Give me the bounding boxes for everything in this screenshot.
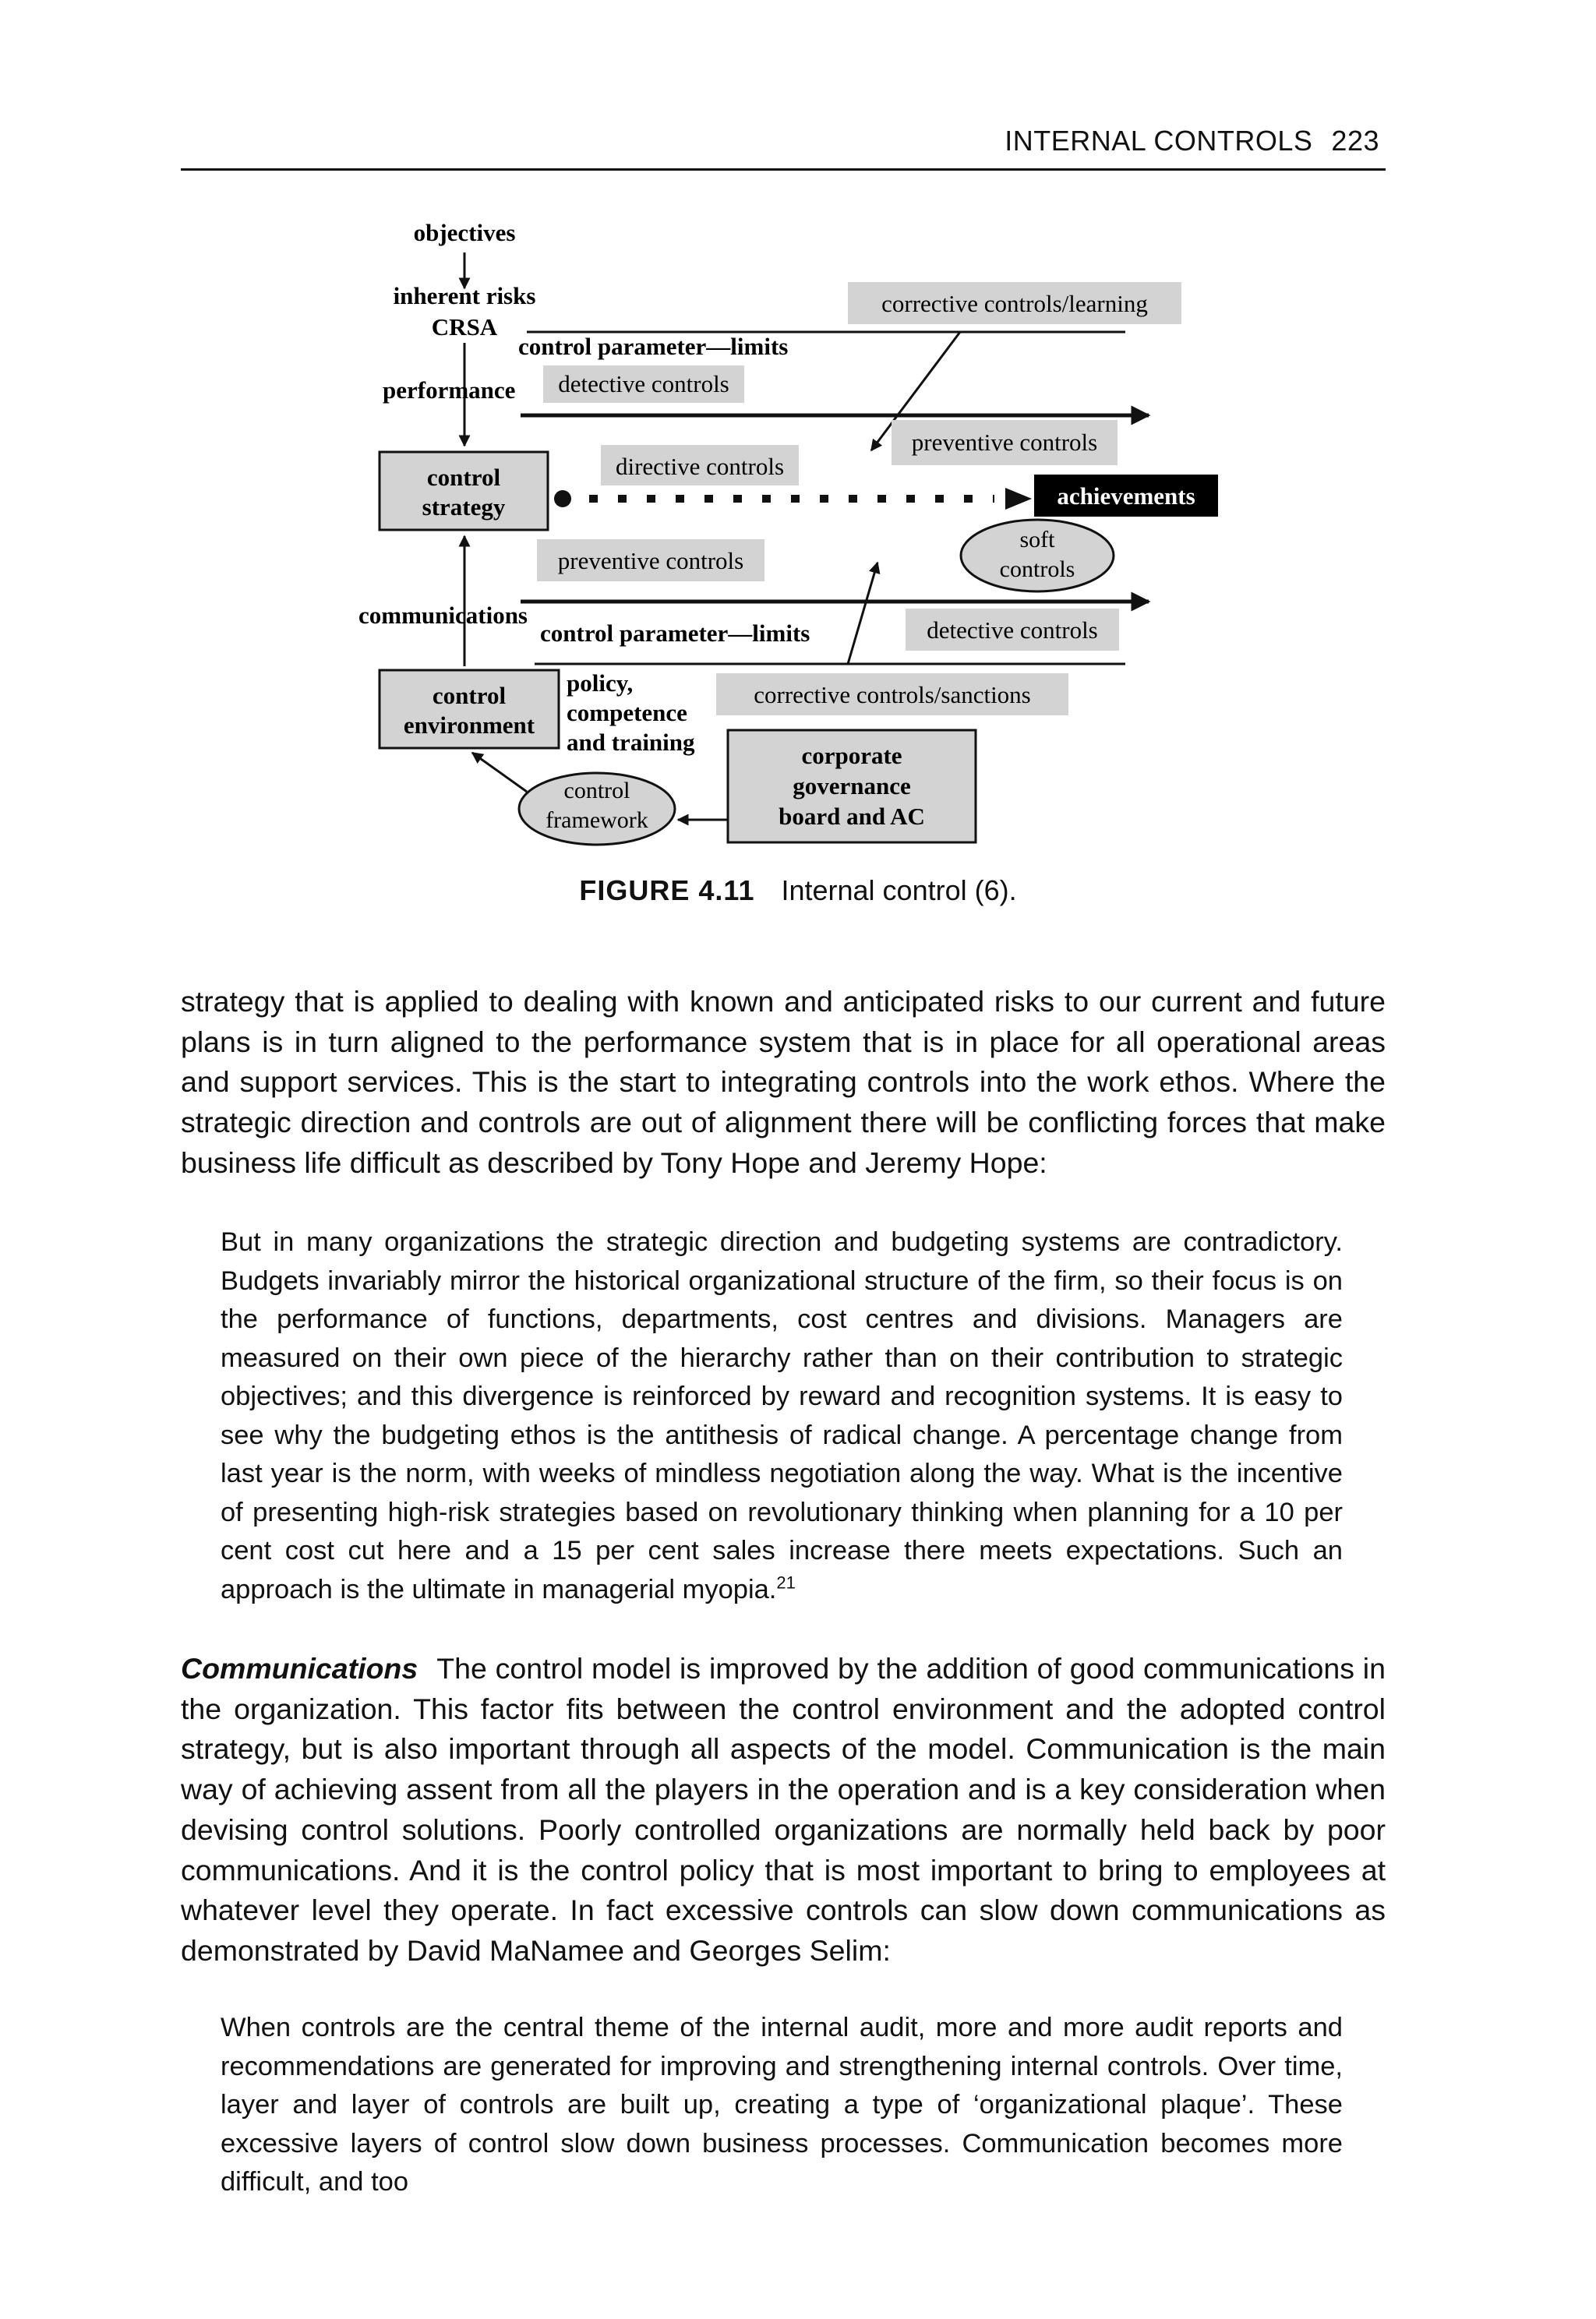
label-inherent-risks: inherent risks — [393, 282, 536, 309]
label-performance: performance — [383, 376, 516, 404]
arrow-sanctions-preventive — [848, 563, 877, 664]
figure-caption-text: Internal control (6). — [781, 874, 1017, 906]
preventive-upper-label: preventive controls — [911, 429, 1098, 456]
arrow-framework-environment — [472, 753, 527, 792]
param-upper-label: control parameter—limits — [518, 333, 789, 360]
footnote-ref-21: 21 — [776, 1572, 796, 1592]
control-framework-line2: framework — [546, 807, 648, 833]
policy-line1: policy, — [567, 669, 634, 697]
param-lower-label: control parameter—limits — [540, 619, 810, 647]
directive-label: directive controls — [615, 453, 785, 480]
soft-controls-line2: controls — [999, 556, 1075, 582]
internal-control-diagram — [0, 0, 1596, 873]
corrective-sanctions-label: corrective controls/sanctions — [754, 681, 1031, 708]
control-strategy-line2: strategy — [422, 493, 506, 521]
directive-arrowhead — [1005, 488, 1032, 510]
label-communications: communications — [358, 602, 528, 629]
label-crsa: CRSA — [431, 313, 498, 341]
label-objectives: objectives — [413, 219, 516, 246]
body-paragraph-1: strategy that is applied to dealing with known and anticipated risks to our current and future plans is in turn aligned to the performance system that is in place for all operational areas and support services. This is the start to integrating controls into the work ethos. Where the strategic direction and controls are out of alignment there will be conflicting forces that make business life difficult as described by Tony Hope and Jeremy Hope: — [181, 985, 1386, 1179]
section-heading-communications: Communications — [181, 1652, 418, 1685]
directive-start-dot — [554, 490, 571, 507]
detective-upper-label: detective controls — [558, 370, 729, 397]
soft-controls-line1: soft — [1019, 527, 1055, 552]
corporate-line2: governance — [793, 772, 911, 799]
page-number: 223 — [1331, 125, 1379, 157]
control-environment-line2: environment — [403, 711, 535, 739]
corporate-line3: board and AC — [779, 803, 925, 830]
control-framework-line1: control — [563, 778, 630, 803]
achievements-label: achievements — [1057, 482, 1195, 510]
block-quote-2: When controls are the central theme of the internal audit, more and more audit reports and recommendations are generated for improving and strengthening internal controls. Over time, layer and layer of controls are built up, creating a type of ‘organizational plaque’. These excessive layers of control slow down business processes. Communication becomes more difficult, and too — [221, 2013, 1343, 2197]
preventive-lower-label: preventive controls — [557, 547, 744, 574]
control-environment-line1: control — [432, 682, 507, 709]
figure-caption — [0, 874, 1596, 907]
block-quote-1-text: But in many organizations the strategic direction and budgeting systems are contradictory. Budgets invariably mirror the historical organizational structure of the firm, so their focus is on the performance of functions, departments, cost centres and divisions. Managers are measured on their own piece of the hierarchy rather than on their contribution to strategic objectives; and this divergence is reinforced by reward and recognition systems. It is easy to see why the budgeting ethos is the antithesis of radical change. A percentage change from last year is the norm, with weeks of mindless negotiation along the way. What is the incentive of presenting high-risk strategies based on revolutionary thinking when planning for a 10 per cent cost cut here and a 15 per cent sales increase there meets expectations. Such an approach is the ultimate in managerial myopia. — [221, 1227, 1343, 1604]
figure-caption-label: FIGURE 4.11 — [579, 874, 755, 906]
corporate-line1: corporate — [801, 742, 902, 769]
detective-lower-label: detective controls — [927, 616, 1098, 644]
control-strategy-line1: control — [426, 464, 501, 491]
running-title: INTERNAL CONTROLS — [1005, 125, 1313, 157]
corrective-learning-label: corrective controls/learning — [881, 290, 1148, 317]
body-paragraph-2-text: The control model is improved by the addition of good communications in the organization. This factor fits between the control environment and the adopted control strategy, but is also important through all aspects of the model. Communication is the main way of achieving assent from all the players in the operation and is a key consideration when devising control solutions. Poorly controlled organizations are normally held back by poor communications. And it is the control policy that is most important to bring to employees at whatever level they operate. In fact excessive controls can slow down communications as demonstrated by David MaNamee and Georges Selim: — [181, 1652, 1386, 1967]
body-paragraph-2 — [181, 1649, 1386, 1971]
block-quote-1 — [221, 1223, 1343, 1609]
policy-line3: and training — [567, 729, 695, 756]
policy-line2: competence — [567, 699, 687, 726]
